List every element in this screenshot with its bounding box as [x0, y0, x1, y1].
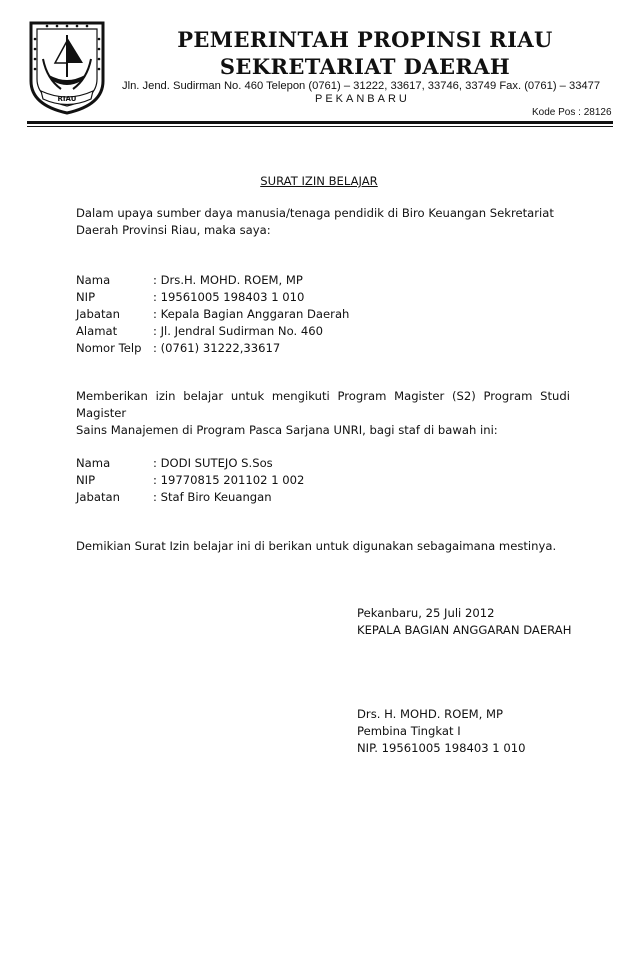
closing-line: Demikian Surat Izin belajar ini di berikan untuk digunakan sebagaimana mestinya.: [76, 539, 557, 553]
intro-line: Daerah Provinsi Riau, maka saya:: [76, 223, 271, 237]
field-label: Jabatan: [76, 307, 120, 321]
letterhead-divider: [27, 121, 613, 124]
letterhead-divider-thin: [27, 126, 613, 127]
letterhead-government: PEMERINTAH PROPINSI RIAU: [177, 27, 553, 52]
field-value: : Drs.H. MOHD. ROEM, MP: [153, 273, 303, 287]
letter-title-text: SURAT IZIN BELAJAR: [260, 174, 378, 188]
field-row: [76, 340, 349, 357]
signer-rank: Pembina Tingkat I: [357, 724, 461, 738]
permission-paragraph: [76, 388, 570, 439]
field-row: [76, 455, 304, 472]
signer-nip: NIP. 19561005 198403 1 010: [357, 741, 526, 755]
field-value: : 19561005 198403 1 010: [153, 290, 305, 304]
permission-line: Sains Manajemen di Program Pasca Sarjana UNRI, bagi staf di bawah ini:: [76, 423, 498, 437]
letterhead-secretariat: SEKRETARIAT DAERAH: [219, 54, 511, 79]
field-label: Alamat: [76, 324, 118, 338]
field-label: NIP: [76, 290, 96, 304]
field-value: : Jl. Jendral Sudirman No. 460: [153, 324, 323, 338]
field-row: [76, 489, 304, 506]
field-row: [76, 272, 349, 289]
intro-line: Dalam upaya sumber daya manusia/tenaga pendidik di Biro Keuangan Sekretariat: [76, 206, 554, 220]
letter-title: [0, 173, 638, 190]
signature-header: [357, 605, 571, 639]
letterhead-postal-code: Kode Pos : 28126: [532, 107, 612, 118]
field-value: : (0761) 31222,33617: [153, 341, 281, 355]
field-row: [76, 472, 304, 489]
signer-name: Drs. H. MOHD. ROEM, MP: [357, 707, 504, 721]
field-label: Jabatan: [76, 490, 120, 504]
signature-block: [357, 706, 525, 757]
closing-paragraph: [76, 538, 570, 555]
field-row: [76, 323, 349, 340]
field-label: NIP: [76, 473, 96, 487]
signer-position: KEPALA BAGIAN ANGGARAN DAERAH: [357, 623, 572, 637]
intro-paragraph: [76, 205, 570, 239]
field-label: Nomor Telp: [76, 341, 142, 355]
logo-text: RIAU: [57, 95, 77, 103]
field-value: : Kepala Bagian Anggaran Daerah: [153, 307, 350, 321]
letterhead-address: Jln. Jend. Sudirman No. 460 Telepon (0761) – 31222, 33617, 33746, 33749 Fax. (0761) – 33477: [122, 80, 601, 92]
grantor-details: [76, 272, 349, 357]
letterhead-city: PEKANBARU: [315, 93, 410, 105]
field-value: : 19770815 201102 1 002: [153, 473, 305, 487]
field-row: [76, 289, 349, 306]
permission-line: Memberikan izin belajar untuk mengikuti Program Magister (S2) Program Studi Magister: [76, 389, 570, 420]
field-label: Nama: [76, 273, 111, 287]
grantee-details: [76, 455, 304, 506]
field-value: : Staf Biro Keuangan: [153, 490, 272, 504]
place-date: Pekanbaru, 25 Juli 2012: [357, 606, 495, 620]
field-row: [76, 306, 349, 323]
field-value: : DODI SUTEJO S.Sos: [153, 456, 273, 470]
field-label: Nama: [76, 456, 111, 470]
